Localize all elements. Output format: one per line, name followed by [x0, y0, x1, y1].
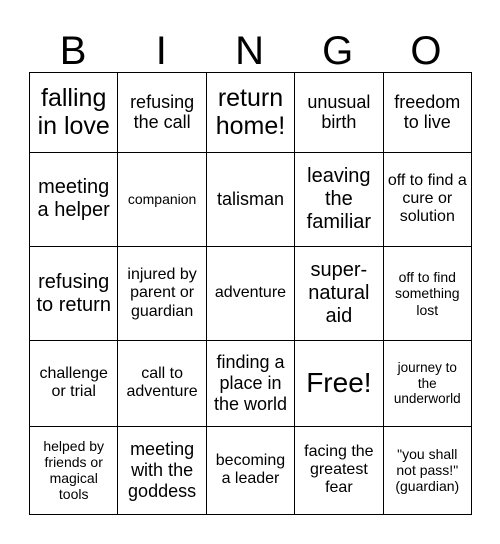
grid-row: [30, 152, 472, 246]
cell-text: companion: [127, 191, 197, 208]
bingo-cell: [206, 152, 294, 246]
cell-text: becoming a leader: [215, 451, 286, 488]
bingo-cell: [383, 73, 471, 153]
grid-row: [30, 246, 472, 340]
bingo-cell: [383, 341, 471, 426]
bingo-cell: [295, 152, 383, 246]
bingo-cell: [295, 73, 383, 153]
cell-text: return home!: [215, 83, 286, 141]
cell-text: challenge or trial: [39, 364, 108, 401]
cell-text: talisman: [216, 188, 284, 209]
cell-text: refusing the call: [130, 91, 195, 133]
bingo-cell: [30, 246, 118, 340]
cell-text: call to adventure: [126, 364, 198, 401]
header-letter-o: O: [410, 29, 442, 73]
cell-text: leaving the familiar: [306, 164, 372, 233]
bingo-cell: [118, 152, 206, 246]
grid-row: [30, 426, 472, 514]
bingo-cell: [206, 246, 294, 340]
cell-text: facing the greatest fear: [304, 442, 374, 497]
cell-text: off to find a cure or solution: [387, 171, 467, 226]
cell-text: freedom to live: [394, 91, 461, 133]
cell-text: refusing to return: [36, 270, 111, 316]
header-letter-n: N: [235, 29, 264, 73]
bingo-cell: [118, 426, 206, 514]
bingo-cell: [206, 426, 294, 514]
bingo-cell: [206, 73, 294, 153]
bingo-cell: [206, 341, 294, 426]
free-space: Free!: [306, 367, 372, 399]
bingo-cell: [295, 341, 383, 426]
bingo-cell: [30, 426, 118, 514]
cell-text: helped by friends or magical tools: [43, 438, 105, 503]
cell-text: off to find something lost: [394, 269, 460, 318]
cell-text: "you shall not pass!" (guardian): [395, 446, 460, 495]
bingo-cell: [295, 246, 383, 340]
cell-text: adventure: [214, 284, 287, 302]
cell-text: unusual birth: [307, 91, 371, 133]
cell-text: journey to the underworld: [393, 360, 461, 407]
bingo-cell: [118, 246, 206, 340]
cell-text: falling in love: [37, 83, 110, 141]
bingo-cell: [383, 426, 471, 514]
cell-text: meeting a helper: [37, 176, 110, 222]
header-letter-b: B: [59, 29, 87, 73]
cell-text: finding a place in the world: [213, 352, 287, 414]
bingo-grid: [29, 72, 472, 515]
cell-text: meeting with the goddess: [128, 439, 197, 501]
bingo-header: [29, 26, 470, 76]
grid-row: [30, 341, 472, 426]
bingo-cell: [118, 73, 206, 153]
bingo-cell: [383, 152, 471, 246]
header-letter-g: G: [322, 29, 354, 73]
cell-text: injured by parent or guardian: [127, 265, 197, 320]
bingo-cell: [383, 246, 471, 340]
bingo-cell: [295, 426, 383, 514]
bingo-cell: [30, 73, 118, 153]
header-letter-i: I: [155, 29, 167, 73]
bingo-cell: [30, 152, 118, 246]
grid-row: [30, 73, 472, 153]
bingo-cell: [118, 341, 206, 426]
cell-text: super-natural aid: [308, 259, 370, 328]
bingo-cell: [30, 341, 118, 426]
